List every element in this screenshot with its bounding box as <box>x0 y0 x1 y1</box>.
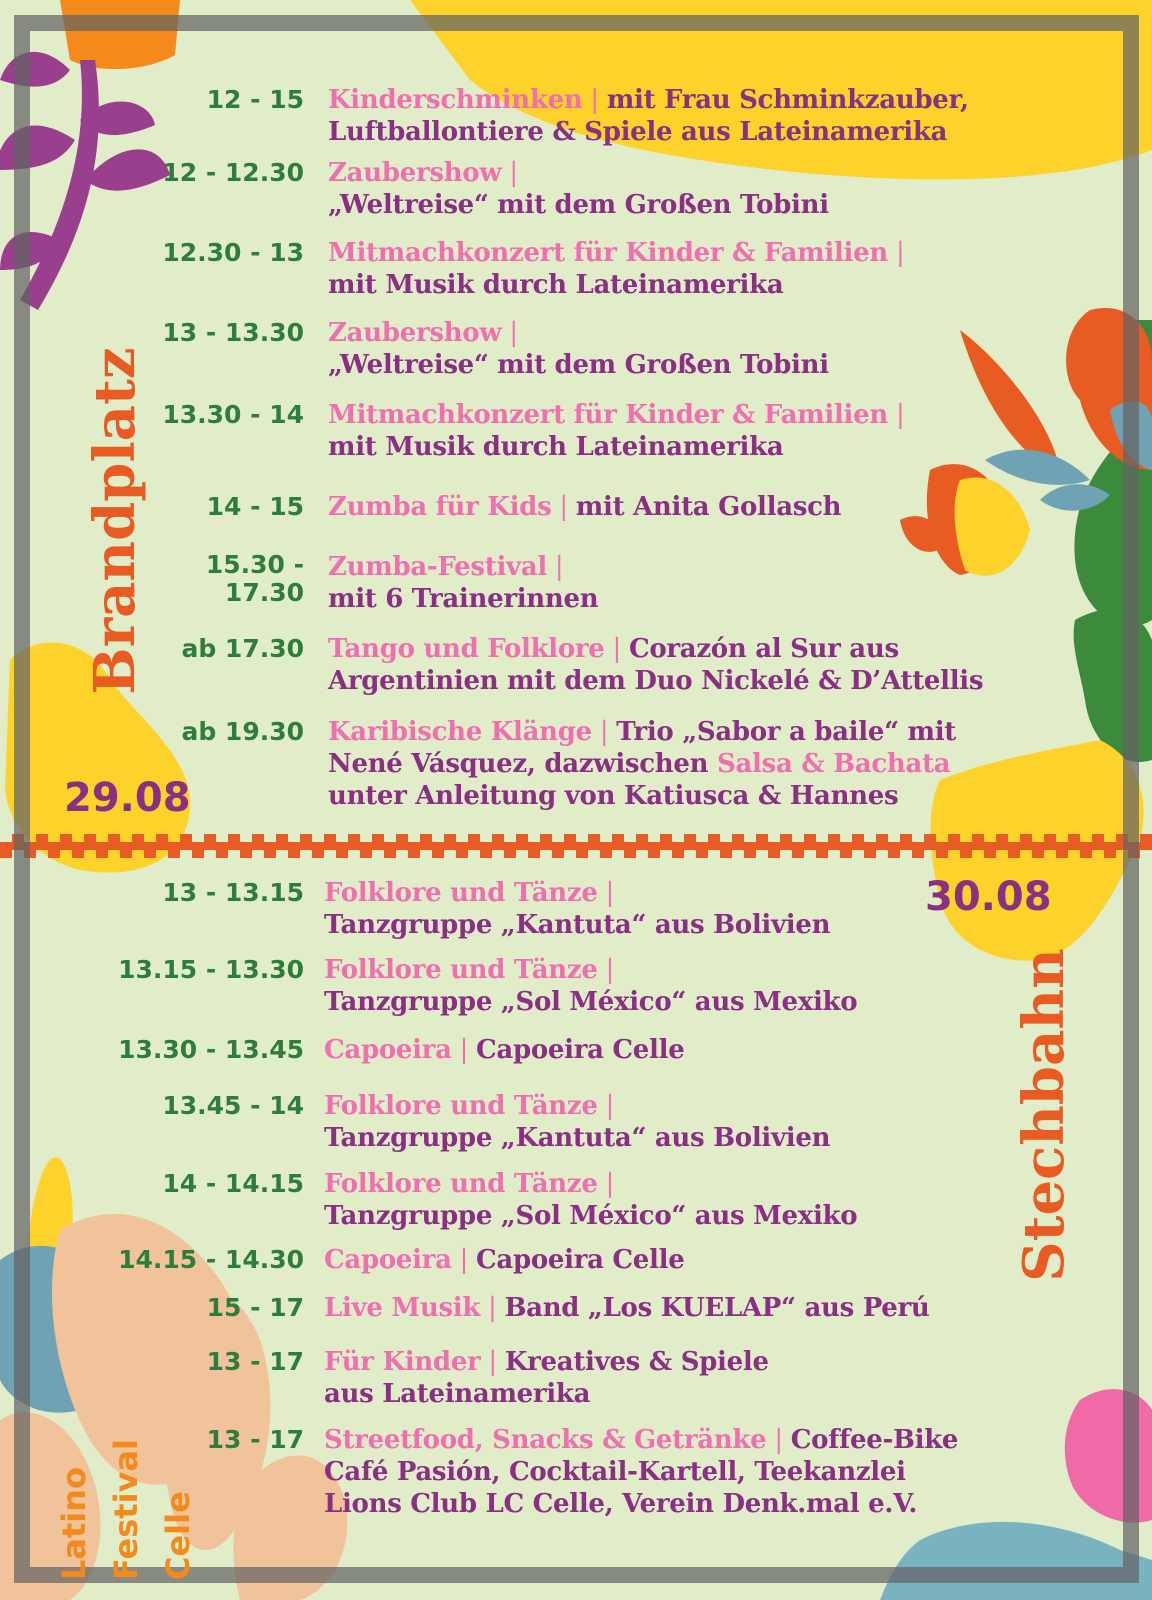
event-text <box>328 84 1098 148</box>
time-label: 13 - 17 <box>206 1347 304 1376</box>
event-detail-2: Argentinien mit dem Duo Nickelé & D’Attellis <box>328 666 984 696</box>
separator: | <box>501 158 518 188</box>
separator: | <box>604 634 629 664</box>
time-label: 12 - 15 <box>206 85 304 114</box>
time-label: 13 - 13.30 <box>162 318 304 347</box>
event-title: Mitmachkonzert für Kinder & Familien <box>328 238 888 268</box>
event-detail-2: „Weltreise“ mit dem Großen Tobini <box>328 190 829 220</box>
event-title: Für Kinder <box>324 1347 481 1377</box>
event-detail-2: mit Musik durch Lateinamerika <box>328 432 784 462</box>
location-brandplatz: Brandplatz <box>82 347 148 695</box>
event-title: Capoeira <box>324 1245 452 1275</box>
time-label: 13.30 - 14 <box>162 400 304 429</box>
time-label <box>64 551 304 607</box>
separator: | <box>546 552 564 582</box>
event-title: Streetfood, Snacks & Getränke <box>324 1425 767 1455</box>
separator: | <box>451 1245 477 1275</box>
separator: | <box>597 955 615 985</box>
event-detail-2: Tanzgruppe „Sol México“ aus Mexiko <box>324 1201 858 1231</box>
event-text <box>328 317 1098 381</box>
event-title: Zumba für Kids <box>328 492 552 522</box>
event-detail: Coffee-Bike <box>790 1425 959 1455</box>
time-label: 14 - 14.15 <box>162 1169 304 1198</box>
separator: | <box>591 717 617 747</box>
event-title: Folklore und Tänze <box>324 955 598 985</box>
event-text <box>328 551 1098 615</box>
date-29-08: 29.08 <box>64 775 191 821</box>
event-title: Zumba-Festival <box>328 552 547 582</box>
separator: | <box>887 238 905 268</box>
time-label: ab 17.30 <box>181 634 304 663</box>
event-title: Karibische Klänge <box>328 717 592 747</box>
event-text <box>324 1034 1094 1066</box>
event-title: Tango und Folklore <box>328 634 605 664</box>
event-text <box>324 1244 1094 1276</box>
event-text <box>324 1292 1094 1324</box>
event-title: Zaubershow <box>328 158 502 188</box>
event-text <box>324 877 1094 941</box>
event-detail-2: mit 6 Trainerinnen <box>328 584 599 614</box>
separator: | <box>582 85 607 115</box>
separator: | <box>887 400 905 430</box>
event-detail-3: unter Anleitung von Katiusca & Hannes <box>328 781 899 811</box>
event-detail-2: aus Lateinamerika <box>324 1379 591 1409</box>
event-detail: Capoeira Celle <box>476 1245 685 1275</box>
event-text <box>328 716 1098 812</box>
event-title: Live Musik <box>324 1293 481 1323</box>
event-detail-2: mit Musik durch Lateinamerika <box>328 270 784 300</box>
time-label: 15 - 17 <box>206 1293 304 1322</box>
event-text <box>324 1090 1094 1154</box>
logo-line-3: Celle <box>159 1491 197 1580</box>
event-text <box>324 1346 1094 1410</box>
separator: | <box>597 1169 615 1199</box>
event-text <box>328 157 1098 221</box>
separator: | <box>480 1347 505 1377</box>
event-detail: mit Frau Schminkzauber, <box>606 85 969 115</box>
time-label: 13.30 - 13.45 <box>118 1035 304 1064</box>
event-text <box>328 399 1098 463</box>
event-title: Mitmachkonzert für Kinder & Familien <box>328 400 888 430</box>
event-detail-2: Nené Vásquez, dazwischen <box>328 749 717 779</box>
event-detail-2: Tanzgruppe „Kantuta“ aus Bolivien <box>324 1123 831 1153</box>
event-detail: Capoeira Celle <box>476 1035 685 1065</box>
festival-logo <box>18 1390 218 1590</box>
event-detail: Kreatives & Spiele <box>504 1347 769 1377</box>
separator: | <box>551 492 576 522</box>
event-title: Capoeira <box>324 1035 452 1065</box>
event-text <box>324 1168 1094 1232</box>
event-detail-2: Tanzgruppe „Kantuta“ aus Bolivien <box>324 910 831 940</box>
separator: | <box>766 1425 791 1455</box>
separator: | <box>597 878 615 908</box>
event-text <box>328 491 1098 523</box>
logo-line-2: Festival <box>107 1439 145 1580</box>
time-label: 13.15 - 13.30 <box>118 955 304 984</box>
event-title: Folklore und Tänze <box>324 1169 598 1199</box>
event-detail-2: Café Pasión, Cocktail-Kartell, Teekanzlei <box>324 1457 906 1487</box>
event-text <box>328 237 1098 301</box>
event-text <box>328 633 1098 697</box>
event-title: Folklore und Tänze <box>324 1091 598 1121</box>
separator: | <box>451 1035 477 1065</box>
event-detail-2: Tanzgruppe „Sol México“ aus Mexiko <box>324 987 858 1017</box>
location-stechbahn: Stechbahn <box>1011 948 1077 1282</box>
event-detail-2: „Weltreise“ mit dem Großen Tobini <box>328 350 829 380</box>
event-text <box>324 1424 1094 1520</box>
time-label: 14.15 - 14.30 <box>118 1245 304 1274</box>
event-detail: Corazón al Sur aus <box>628 634 899 664</box>
event-detail: mit Anita Gollasch <box>575 492 842 522</box>
event-detail-2: Luftballontiere & Spiele aus Lateinamerika <box>328 117 948 147</box>
time-label: 13 - 17 <box>206 1425 304 1454</box>
time-label: 13 - 13.15 <box>162 878 304 907</box>
separator: | <box>597 1091 615 1121</box>
logo-line-1: Latino <box>55 1466 93 1580</box>
separator: | <box>501 318 518 348</box>
time-label: 14 - 15 <box>206 492 304 521</box>
date-30-08: 30.08 <box>925 874 1052 920</box>
time-start: 15.30 - <box>205 550 304 579</box>
event-title: Folklore und Tänze <box>324 878 598 908</box>
separator: | <box>480 1293 505 1323</box>
event-title: Kinderschminken <box>328 85 583 115</box>
event-detail: Band „Los KUELAP“ aus Perú <box>504 1293 930 1323</box>
time-label: ab 19.30 <box>181 717 304 746</box>
event-title: Zaubershow <box>328 318 502 348</box>
time-label: 13.45 - 14 <box>162 1091 304 1120</box>
time-label: 12 - 12.30 <box>162 158 304 187</box>
time-label: 12.30 - 13 <box>162 238 304 267</box>
time-end: 17.30 <box>224 578 304 607</box>
event-highlight: Salsa & Bachata <box>717 749 951 779</box>
event-text <box>324 954 1094 1018</box>
event-detail-3: Lions Club LC Celle, Verein Denk.mal e.V. <box>324 1489 918 1519</box>
event-detail: Trio „Sabor a baile“ mit <box>616 717 956 747</box>
